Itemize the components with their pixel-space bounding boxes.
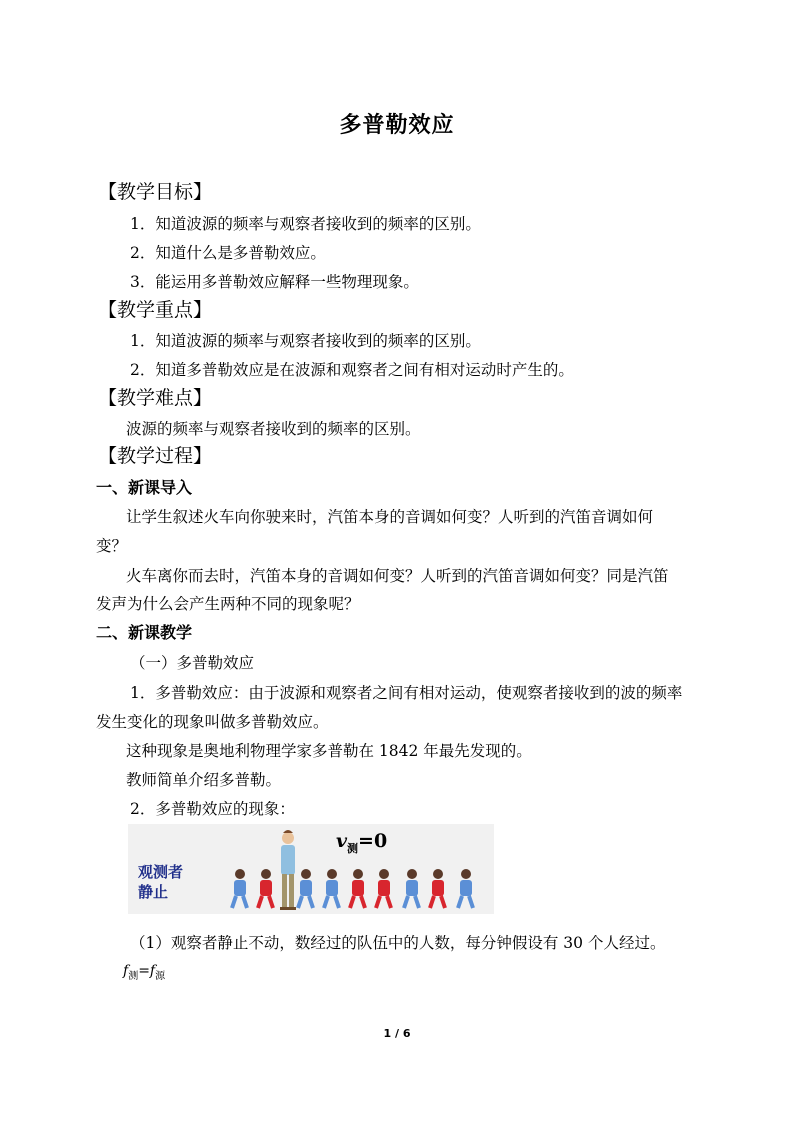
walker-icon <box>258 869 273 908</box>
paragraph-line: 1．多普勒效应：由于波源和观察者之间有相对运动，使观察者接收到的波的频率 <box>130 684 683 702</box>
part2-subheading: （一）多普勒效应 <box>130 654 255 672</box>
formula-sub: 测 <box>347 841 359 855</box>
formula-v: v <box>336 830 348 852</box>
walker-icon <box>430 869 445 908</box>
part1-heading: 一、新课导入 <box>96 478 193 497</box>
paragraph-line: 发生变化的现象叫做多普勒效应。 <box>96 713 329 731</box>
key-point-item: 1．知道波源的频率与观察者接收到的频率的区别。 <box>130 332 481 350</box>
difficulty-item: 波源的频率与观察者接收到的频率的区别。 <box>126 420 421 438</box>
walker-icon <box>350 869 365 908</box>
formula-rest: =0 <box>358 830 388 852</box>
observer-person-icon <box>280 830 296 910</box>
page-number: 1 / 6 <box>383 1027 411 1040</box>
key-points-heading: 【教学重点】 <box>98 299 213 321</box>
frequency-equation <box>123 963 165 982</box>
paragraph-line: 火车离你而去时，汽笛本身的音调如何变？人听到的汽笛音调如何变？同是汽笛 <box>126 567 669 585</box>
eq-sub2: 源 <box>155 970 166 982</box>
walker-icon <box>298 869 313 908</box>
goal-item: 2．知道什么是多普勒效应。 <box>130 244 326 262</box>
walker-icon <box>232 869 247 908</box>
eq-f1: f <box>123 963 129 979</box>
walker-icon <box>324 869 339 908</box>
walker-icon <box>458 869 473 908</box>
figure-label-line2: 静止 <box>138 883 169 901</box>
walkers-illustration <box>128 824 494 914</box>
eq-sub1: 测 <box>128 970 139 982</box>
process-heading: 【教学过程】 <box>98 445 213 467</box>
paragraph-line: 让学生叙述火车向你驶来时，汽笛本身的音调如何变？人听到的汽笛音调如何 <box>126 508 654 526</box>
figure-label-line1: 观测者 <box>138 863 184 881</box>
part2-heading: 二、新课教学 <box>96 623 193 642</box>
paragraph-line: 变？ <box>96 537 128 555</box>
eq-equals: = <box>138 963 150 979</box>
paragraph-line: 这种现象是奥地利物理学家多普勒在 1842 年最先发现的。 <box>126 742 532 760</box>
paragraph-line: （1）观察者静止不动，数经过的队伍中的人数，每分钟假设有 30 个人经过。 <box>130 934 666 952</box>
eq-f2: f <box>149 963 156 979</box>
walker-icon <box>404 869 419 908</box>
page-title: 多普勒效应 <box>339 112 455 138</box>
goal-item: 1．知道波源的频率与观察者接收到的频率的区别。 <box>130 215 481 233</box>
key-point-item: 2．知道多普勒效应是在波源和观察者之间有相对运动时产生的。 <box>130 361 574 379</box>
goal-item: 3．能运用多普勒效应解释一些物理现象。 <box>130 273 419 291</box>
paragraph-line: 2．多普勒效应的现象： <box>130 800 295 818</box>
paragraph-line: 教师简单介绍多普勒。 <box>126 771 282 789</box>
observer-stationary-figure <box>128 824 494 914</box>
difficulties-heading: 【教学难点】 <box>98 387 213 409</box>
walker-icon <box>376 869 391 908</box>
goals-heading: 【教学目标】 <box>98 181 213 203</box>
paragraph-line: 发声为什么会产生两种不同的现象呢？ <box>96 595 360 613</box>
